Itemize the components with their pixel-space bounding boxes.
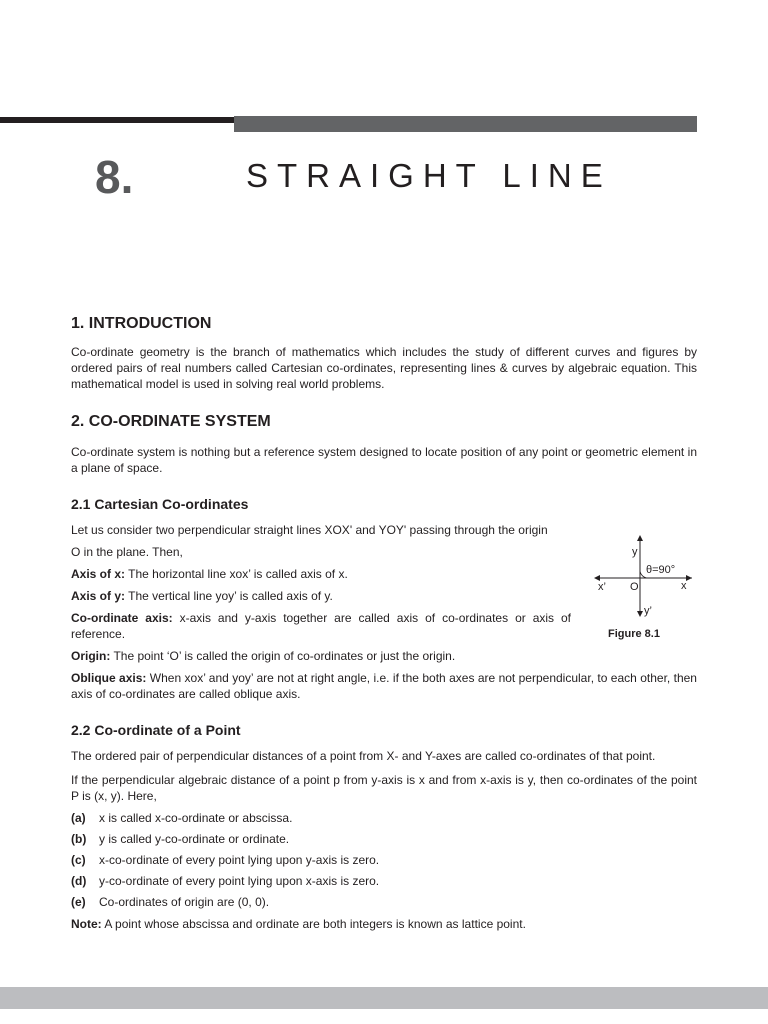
section-heading-coordinate-point: 2.2 Co-ordinate of a Point <box>71 722 241 738</box>
chapter-number: 8. <box>95 151 134 203</box>
definition-axis-y: Axis of y: The vertical line yoy’ is called axis of y. <box>71 589 333 603</box>
label-y: y <box>632 546 638 558</box>
point-paragraph-2: If the perpendicular algebraic distance of a point p from y-axis is x and from x-axis is y, then co-ordinates of the point P is (x, y). Here, <box>71 773 697 803</box>
list-item: (a) x is called x-co-ordinate or abscissa. <box>71 811 293 825</box>
label-angle: θ=90° <box>646 564 676 576</box>
axes-figure <box>590 533 698 643</box>
coordinate-system-text: Co-ordinate system is nothing but a reference system designed to locate position of any point or geometric element in a plane of space. <box>71 445 697 475</box>
x-axis-arrow <box>686 575 692 581</box>
label-y-prime: y’ <box>644 605 652 617</box>
header-rule-grey <box>234 116 697 132</box>
section-heading-introduction: 1. INTRODUCTION <box>71 315 212 332</box>
introduction-text: Co-ordinate geometry is the branch of mathematics which includes the study of different curves and figures by ordered pairs of real numbers called Cartesian co-ordinates, representing lines & curves by algebraic equation. This mathematical model is used in solving real world problems. <box>71 345 697 391</box>
lattice-note: Note: A point whose abscissa and ordinate are both integers is known as lattice point. <box>71 917 526 931</box>
cartesian-line-2: O in the plane. Then, <box>71 545 183 559</box>
header-rule-dark <box>0 117 234 123</box>
y-axis-arrow <box>637 535 643 541</box>
label-origin: O <box>630 581 639 593</box>
section-heading-coordinate-system: 2. CO-ORDINATE SYSTEM <box>71 413 271 430</box>
definition-oblique-axis: Oblique axis: When xox’ and yoy’ are not at right angle, i.e. if the both axes are not perpendicular, to each other, then axis of co-ordinates are called oblique axis. <box>71 671 697 701</box>
chapter-title: STRAIGHT LINE <box>246 157 612 194</box>
section-heading-cartesian: 2.1 Cartesian Co-ordinates <box>71 496 249 512</box>
definition-axis-x: Axis of x: The horizontal line xox’ is called axis of x. <box>71 567 348 581</box>
figure-caption: Figure 8.1 <box>608 628 660 640</box>
label-x: x <box>681 580 687 592</box>
list-item: (e) Co-ordinates of origin are (0, 0). <box>71 895 270 909</box>
y-prime-axis-arrow <box>637 611 643 617</box>
footer-bar <box>0 987 768 1009</box>
list-item: (c) x-co-ordinate of every point lying upon y-axis is zero. <box>71 853 380 867</box>
definition-coordinate-axis: Co-ordinate axis: x-axis and y-axis together are called axis of co-ordinates or axis of reference. <box>71 611 572 641</box>
cartesian-intro <box>71 522 571 604</box>
list-item: (b) y is called y-co-ordinate or ordinate. <box>71 832 290 846</box>
cartesian-line-1: Let us consider two perpendicular straight lines XOX' and YOY' passing through the origin <box>71 523 548 537</box>
point-paragraph-1: The ordered pair of perpendicular distances of a point from X- and Y-axes are called co-ordinates of that point. <box>71 749 656 763</box>
list-item: (d) y-co-ordinate of every point lying upon x-axis is zero. <box>71 874 380 888</box>
label-x-prime: x’ <box>598 581 606 593</box>
definition-origin: Origin: The point ‘O’ is called the origin of co-ordinates or just the origin. <box>71 649 456 663</box>
